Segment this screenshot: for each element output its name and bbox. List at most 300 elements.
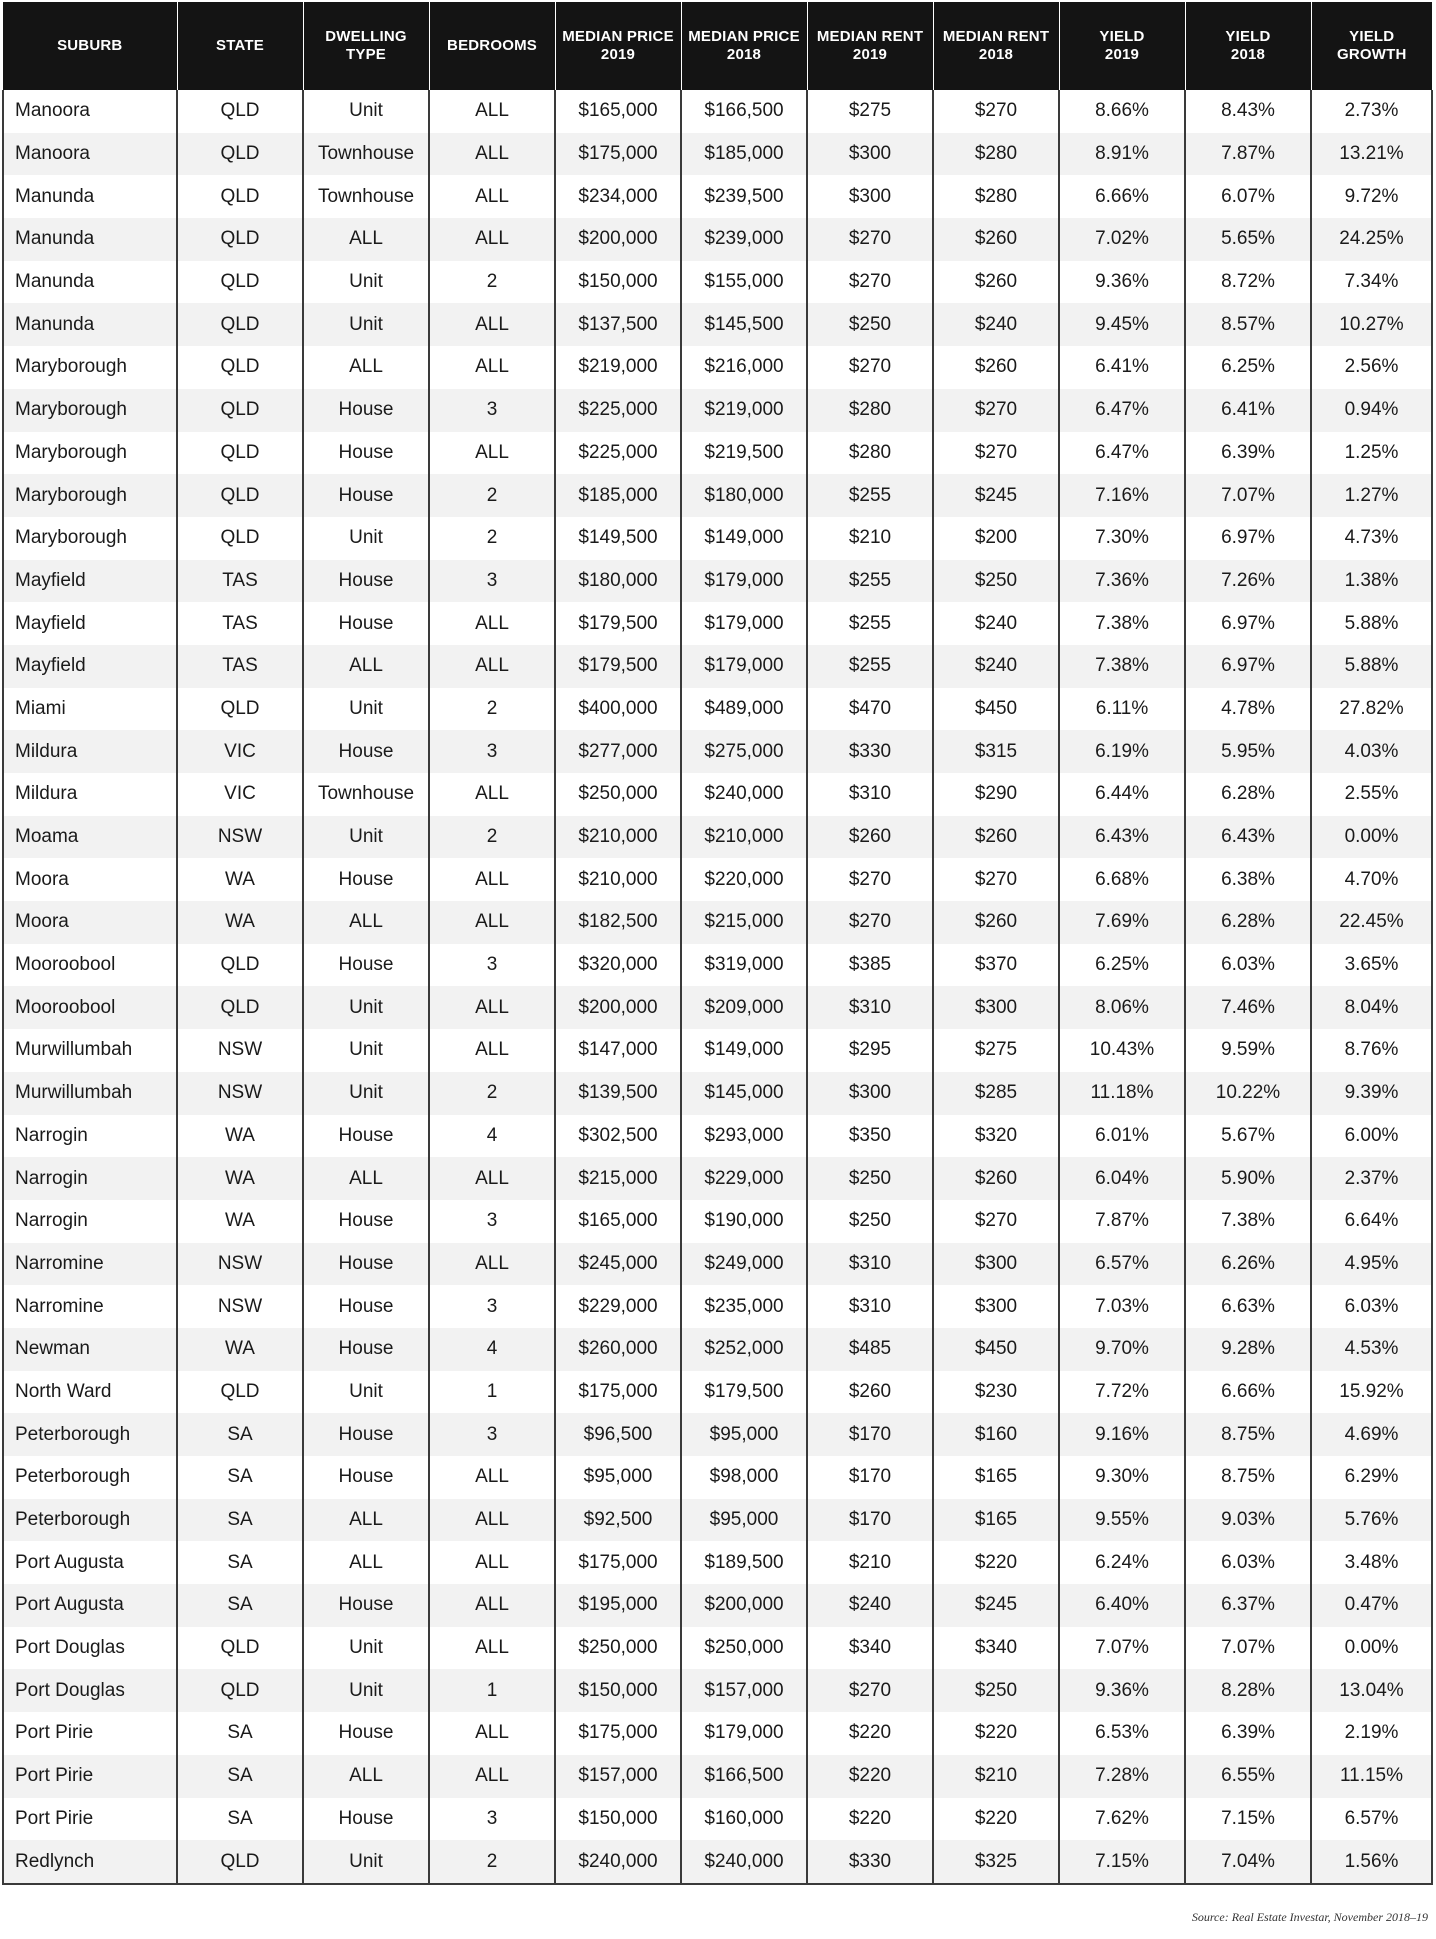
rental-yield-table (2, 2, 1433, 1885)
table-cell: WA (177, 1328, 303, 1371)
table-cell: ALL (429, 90, 555, 133)
table-cell: 7.07% (1185, 1627, 1311, 1670)
table-cell: WA (177, 1200, 303, 1243)
table-cell: $195,000 (555, 1584, 681, 1627)
table-cell: $165 (933, 1456, 1059, 1499)
rental-yield-table-wrapper (2, 2, 1431, 1885)
table-cell: $320,000 (555, 944, 681, 987)
table-cell: $209,000 (681, 986, 807, 1029)
table-cell: $275 (807, 90, 933, 133)
table-cell: 2 (429, 474, 555, 517)
table-cell: $170 (807, 1499, 933, 1542)
table-cell: $220 (807, 1798, 933, 1841)
table-cell: $255 (807, 474, 933, 517)
table-cell: $179,500 (681, 1371, 807, 1414)
table-cell: NSW (177, 1243, 303, 1286)
table-row (3, 1499, 1432, 1542)
table-cell: 3.48% (1311, 1541, 1432, 1584)
table-cell: $330 (807, 1840, 933, 1884)
table-cell: 7.46% (1185, 986, 1311, 1029)
table-cell: 6.97% (1185, 602, 1311, 645)
table-cell: QLD (177, 986, 303, 1029)
table-cell: $250,000 (681, 1627, 807, 1670)
table-cell: $179,000 (681, 645, 807, 688)
table-cell: QLD (177, 1669, 303, 1712)
table-cell: 7.38% (1059, 602, 1185, 645)
table-cell: 6.03% (1311, 1285, 1432, 1328)
table-cell: $210,000 (681, 816, 807, 859)
table-cell: $280 (933, 175, 1059, 218)
table-cell: $95,000 (681, 1413, 807, 1456)
table-cell: $240 (933, 645, 1059, 688)
table-cell: Unit (303, 261, 429, 304)
table-cell: Unit (303, 688, 429, 731)
table-cell: 8.91% (1059, 133, 1185, 176)
table-row (3, 1669, 1432, 1712)
table-cell: $310 (807, 1285, 933, 1328)
table-cell: 8.04% (1311, 986, 1432, 1029)
table-cell: $210 (807, 1541, 933, 1584)
table-cell: 10.27% (1311, 303, 1432, 346)
table-cell: 3 (429, 1200, 555, 1243)
table-cell: $260,000 (555, 1328, 681, 1371)
table-cell: 1.56% (1311, 1840, 1432, 1884)
table-cell: 6.29% (1311, 1456, 1432, 1499)
table-cell: $137,500 (555, 303, 681, 346)
table-cell: 10.43% (1059, 1029, 1185, 1072)
column-header: DWELLING TYPE (303, 2, 429, 90)
table-cell: $216,000 (681, 346, 807, 389)
table-cell: House (303, 560, 429, 603)
table-cell: 7.16% (1059, 474, 1185, 517)
table-cell: ALL (429, 346, 555, 389)
table-cell: 6.11% (1059, 688, 1185, 731)
table-cell: $450 (933, 1328, 1059, 1371)
table-cell: Manunda (3, 261, 177, 304)
table-cell: 2 (429, 1072, 555, 1115)
table-cell: WA (177, 1115, 303, 1158)
table-cell: Unit (303, 1669, 429, 1712)
table-cell: 1.25% (1311, 432, 1432, 475)
table-cell: 9.16% (1059, 1413, 1185, 1456)
table-cell: $220 (933, 1798, 1059, 1841)
table-cell: Unit (303, 1371, 429, 1414)
table-cell: NSW (177, 1285, 303, 1328)
table-cell: Maryborough (3, 389, 177, 432)
table-cell: 6.04% (1059, 1157, 1185, 1200)
table-row (3, 688, 1432, 731)
table-cell: ALL (429, 1584, 555, 1627)
table-cell: ALL (303, 1499, 429, 1542)
table-cell: $157,000 (555, 1755, 681, 1798)
table-cell: 7.38% (1185, 1200, 1311, 1243)
table-cell: 5.65% (1185, 218, 1311, 261)
table-cell: 2.19% (1311, 1712, 1432, 1755)
table-cell: 6.53% (1059, 1712, 1185, 1755)
table-cell: Maryborough (3, 432, 177, 475)
table-row (3, 1157, 1432, 1200)
table-cell: House (303, 1584, 429, 1627)
table-cell: $179,500 (555, 645, 681, 688)
table-cell: Port Augusta (3, 1541, 177, 1584)
table-cell: Maryborough (3, 517, 177, 560)
table-cell: SA (177, 1712, 303, 1755)
table-cell: 6.41% (1059, 346, 1185, 389)
table-cell: SA (177, 1499, 303, 1542)
table-cell: 0.47% (1311, 1584, 1432, 1627)
table-cell: 8.75% (1185, 1413, 1311, 1456)
table-cell: $225,000 (555, 389, 681, 432)
table-cell: $160 (933, 1413, 1059, 1456)
table-cell: 8.66% (1059, 90, 1185, 133)
table-cell: Townhouse (303, 773, 429, 816)
table-cell: House (303, 1328, 429, 1371)
table-cell: 4.53% (1311, 1328, 1432, 1371)
table-cell: QLD (177, 90, 303, 133)
table-cell: 9.03% (1185, 1499, 1311, 1542)
table-cell: ALL (429, 986, 555, 1029)
table-cell: QLD (177, 303, 303, 346)
table-cell: $229,000 (555, 1285, 681, 1328)
table-cell: ALL (429, 602, 555, 645)
table-cell: $215,000 (681, 901, 807, 944)
table-row (3, 1755, 1432, 1798)
table-cell: 6.03% (1185, 1541, 1311, 1584)
table-row (3, 432, 1432, 475)
table-cell: $255 (807, 602, 933, 645)
table-cell: Maryborough (3, 474, 177, 517)
table-cell: 9.72% (1311, 175, 1432, 218)
table-cell: 7.03% (1059, 1285, 1185, 1328)
table-cell: 6.19% (1059, 730, 1185, 773)
table-cell: $92,500 (555, 1499, 681, 1542)
table-cell: Manunda (3, 175, 177, 218)
table-cell: Narromine (3, 1285, 177, 1328)
table-cell: $240 (807, 1584, 933, 1627)
table-cell: 7.02% (1059, 218, 1185, 261)
table-cell: 7.26% (1185, 560, 1311, 603)
table-cell: $250 (807, 303, 933, 346)
column-header: STATE (177, 2, 303, 90)
table-cell: $300 (933, 1285, 1059, 1328)
table-cell: 7.28% (1059, 1755, 1185, 1798)
table-cell: $250 (807, 1157, 933, 1200)
table-cell: Unit (303, 816, 429, 859)
table-cell: 3 (429, 1413, 555, 1456)
table-cell: Manunda (3, 218, 177, 261)
table-row (3, 560, 1432, 603)
table-cell: $270 (933, 90, 1059, 133)
table-cell: $179,500 (555, 602, 681, 645)
table-cell: 6.66% (1059, 175, 1185, 218)
table-cell: $219,500 (681, 432, 807, 475)
table-cell: ALL (429, 1157, 555, 1200)
table-cell: 6.01% (1059, 1115, 1185, 1158)
header-row (3, 2, 1432, 90)
table-cell: $179,000 (681, 602, 807, 645)
table-cell: Townhouse (303, 133, 429, 176)
table-cell: $180,000 (681, 474, 807, 517)
table-cell: $229,000 (681, 1157, 807, 1200)
table-cell: 6.47% (1059, 389, 1185, 432)
table-cell: $210 (807, 517, 933, 560)
table-cell: ALL (429, 1029, 555, 1072)
table-cell: $96,500 (555, 1413, 681, 1456)
table-cell: Unit (303, 1840, 429, 1884)
table-row (3, 1285, 1432, 1328)
table-cell: 6.57% (1059, 1243, 1185, 1286)
table-cell: Miami (3, 688, 177, 731)
table-cell: 5.88% (1311, 602, 1432, 645)
table-cell: $149,500 (555, 517, 681, 560)
table-cell: Unit (303, 303, 429, 346)
table-cell: Mayfield (3, 560, 177, 603)
table-cell: $157,000 (681, 1669, 807, 1712)
table-cell: Mooroobool (3, 944, 177, 987)
table-cell: $255 (807, 645, 933, 688)
table-cell: 7.62% (1059, 1798, 1185, 1841)
table-cell: $270 (807, 346, 933, 389)
table-cell: $210,000 (555, 858, 681, 901)
table-cell: $235,000 (681, 1285, 807, 1328)
table-cell: $182,500 (555, 901, 681, 944)
table-cell: $250,000 (555, 1627, 681, 1670)
table-row (3, 1371, 1432, 1414)
table-cell: 9.28% (1185, 1328, 1311, 1371)
table-cell: 8.28% (1185, 1669, 1311, 1712)
table-cell: $310 (807, 773, 933, 816)
table-cell: Moora (3, 901, 177, 944)
table-cell: $470 (807, 688, 933, 731)
table-cell: TAS (177, 602, 303, 645)
table-cell: $295 (807, 1029, 933, 1072)
table-cell: 0.00% (1311, 816, 1432, 859)
table-cell: 7.87% (1059, 1200, 1185, 1243)
table-cell: $270 (933, 389, 1059, 432)
table-cell: Mayfield (3, 645, 177, 688)
table-cell: $245 (933, 1584, 1059, 1627)
table-cell: 6.55% (1185, 1755, 1311, 1798)
table-cell: ALL (429, 645, 555, 688)
table-cell: Port Douglas (3, 1669, 177, 1712)
table-cell: $270 (933, 858, 1059, 901)
table-cell: 3 (429, 389, 555, 432)
table-cell: QLD (177, 474, 303, 517)
table-cell: $149,000 (681, 517, 807, 560)
table-cell: Mayfield (3, 602, 177, 645)
table-cell: Mildura (3, 730, 177, 773)
table-cell: $240,000 (681, 1840, 807, 1884)
table-cell: $300 (807, 175, 933, 218)
table-cell: 5.95% (1185, 730, 1311, 773)
table-cell: 3 (429, 944, 555, 987)
table-cell: SA (177, 1798, 303, 1841)
table-cell: $175,000 (555, 133, 681, 176)
table-cell: House (303, 1413, 429, 1456)
table-cell: ALL (429, 858, 555, 901)
table-cell: House (303, 1456, 429, 1499)
table-cell: $340 (807, 1627, 933, 1670)
table-cell: $165 (933, 1499, 1059, 1542)
table-cell: $270 (807, 858, 933, 901)
table-cell: 6.37% (1185, 1584, 1311, 1627)
table-cell: $260 (933, 816, 1059, 859)
table-cell: 10.22% (1185, 1072, 1311, 1115)
table-cell: 9.59% (1185, 1029, 1311, 1072)
table-row (3, 1243, 1432, 1286)
table-cell: Narromine (3, 1243, 177, 1286)
table-cell: Narrogin (3, 1200, 177, 1243)
table-cell: $385 (807, 944, 933, 987)
table-cell: TAS (177, 645, 303, 688)
table-cell: 7.04% (1185, 1840, 1311, 1884)
table-cell: 11.15% (1311, 1755, 1432, 1798)
table-cell: $180,000 (555, 560, 681, 603)
table-cell: 7.34% (1311, 261, 1432, 304)
table-row (3, 1413, 1432, 1456)
table-cell: 6.24% (1059, 1541, 1185, 1584)
column-header: YIELD GROWTH (1311, 2, 1432, 90)
table-cell: 7.87% (1185, 133, 1311, 176)
table-cell: $179,000 (681, 560, 807, 603)
table-cell: $239,500 (681, 175, 807, 218)
table-cell: 6.25% (1185, 346, 1311, 389)
table-cell: 3.65% (1311, 944, 1432, 987)
table-cell: ALL (429, 1755, 555, 1798)
table-cell: Unit (303, 986, 429, 1029)
table-cell: WA (177, 1157, 303, 1200)
table-cell: $245,000 (555, 1243, 681, 1286)
table-cell: $450 (933, 688, 1059, 731)
table-cell: 6.38% (1185, 858, 1311, 901)
table-cell: Unit (303, 90, 429, 133)
table-cell: $325 (933, 1840, 1059, 1884)
table-cell: $150,000 (555, 1669, 681, 1712)
table-cell: $255 (807, 560, 933, 603)
table-cell: 6.97% (1185, 645, 1311, 688)
column-header: MEDIAN RENT 2018 (933, 2, 1059, 90)
table-cell: 5.88% (1311, 645, 1432, 688)
table-cell: 0.94% (1311, 389, 1432, 432)
table-cell: $320 (933, 1115, 1059, 1158)
table-cell: 7.07% (1185, 474, 1311, 517)
table-cell: North Ward (3, 1371, 177, 1414)
table-cell: 2.73% (1311, 90, 1432, 133)
table-cell: $300 (933, 986, 1059, 1029)
table-cell: 6.47% (1059, 432, 1185, 475)
table-cell: QLD (177, 1840, 303, 1884)
column-header: SUBURB (3, 2, 177, 90)
table-cell: $220 (807, 1712, 933, 1755)
table-cell: 4.73% (1311, 517, 1432, 560)
table-cell: $210 (933, 1755, 1059, 1798)
table-row (3, 1115, 1432, 1158)
table-cell: QLD (177, 688, 303, 731)
table-cell: 22.45% (1311, 901, 1432, 944)
table-cell: $330 (807, 730, 933, 773)
table-cell: 4.03% (1311, 730, 1432, 773)
table-cell: Manoora (3, 90, 177, 133)
table-cell: $290 (933, 773, 1059, 816)
table-cell: House (303, 602, 429, 645)
table-row (3, 474, 1432, 517)
table-cell: $260 (807, 1371, 933, 1414)
table-cell: 7.07% (1059, 1627, 1185, 1670)
table-cell: $190,000 (681, 1200, 807, 1243)
table-cell: ALL (429, 133, 555, 176)
table-cell: ALL (303, 346, 429, 389)
table-cell: 3 (429, 1798, 555, 1841)
table-cell: 7.72% (1059, 1371, 1185, 1414)
table-row (3, 816, 1432, 859)
table-cell: 7.69% (1059, 901, 1185, 944)
table-cell: 27.82% (1311, 688, 1432, 731)
table-cell: SA (177, 1755, 303, 1798)
table-row (3, 175, 1432, 218)
table-cell: 2 (429, 1840, 555, 1884)
table-row (3, 1541, 1432, 1584)
table-row (3, 1456, 1432, 1499)
table-cell: $240,000 (681, 773, 807, 816)
table-cell: $293,000 (681, 1115, 807, 1158)
table-cell: 6.57% (1311, 1798, 1432, 1841)
table-cell: QLD (177, 389, 303, 432)
table-cell: $95,000 (681, 1499, 807, 1542)
table-cell: $239,000 (681, 218, 807, 261)
table-cell: 6.25% (1059, 944, 1185, 987)
table-row (3, 1712, 1432, 1755)
table-cell: $179,000 (681, 1712, 807, 1755)
table-cell: Murwillumbah (3, 1072, 177, 1115)
table-cell: Unit (303, 517, 429, 560)
table-cell: ALL (429, 1456, 555, 1499)
table-cell: 2 (429, 261, 555, 304)
table-cell: $160,000 (681, 1798, 807, 1841)
table-cell: $319,000 (681, 944, 807, 987)
table-cell: Port Douglas (3, 1627, 177, 1670)
table-cell: $350 (807, 1115, 933, 1158)
table-cell: QLD (177, 133, 303, 176)
table-cell: Townhouse (303, 175, 429, 218)
table-cell: 9.45% (1059, 303, 1185, 346)
table-cell: 6.28% (1185, 901, 1311, 944)
table-cell: ALL (429, 1712, 555, 1755)
table-cell: $170 (807, 1456, 933, 1499)
table-cell: WA (177, 901, 303, 944)
table-cell: $275,000 (681, 730, 807, 773)
table-cell: $300 (807, 1072, 933, 1115)
table-cell: 6.63% (1185, 1285, 1311, 1328)
table-cell: ALL (303, 1157, 429, 1200)
table-cell: VIC (177, 773, 303, 816)
table-cell: $250 (807, 1200, 933, 1243)
table-row (3, 261, 1432, 304)
table-cell: $300 (933, 1243, 1059, 1286)
table-cell: Maryborough (3, 346, 177, 389)
table-cell: $98,000 (681, 1456, 807, 1499)
table-cell: VIC (177, 730, 303, 773)
table-cell: 6.28% (1185, 773, 1311, 816)
table-cell: $300 (807, 133, 933, 176)
table-cell: 6.07% (1185, 175, 1311, 218)
table-cell: $275 (933, 1029, 1059, 1072)
table-cell: 6.43% (1059, 816, 1185, 859)
table-cell: 9.30% (1059, 1456, 1185, 1499)
table-cell: ALL (303, 901, 429, 944)
table-cell: 3 (429, 560, 555, 603)
table-cell: $150,000 (555, 261, 681, 304)
table-row (3, 1584, 1432, 1627)
